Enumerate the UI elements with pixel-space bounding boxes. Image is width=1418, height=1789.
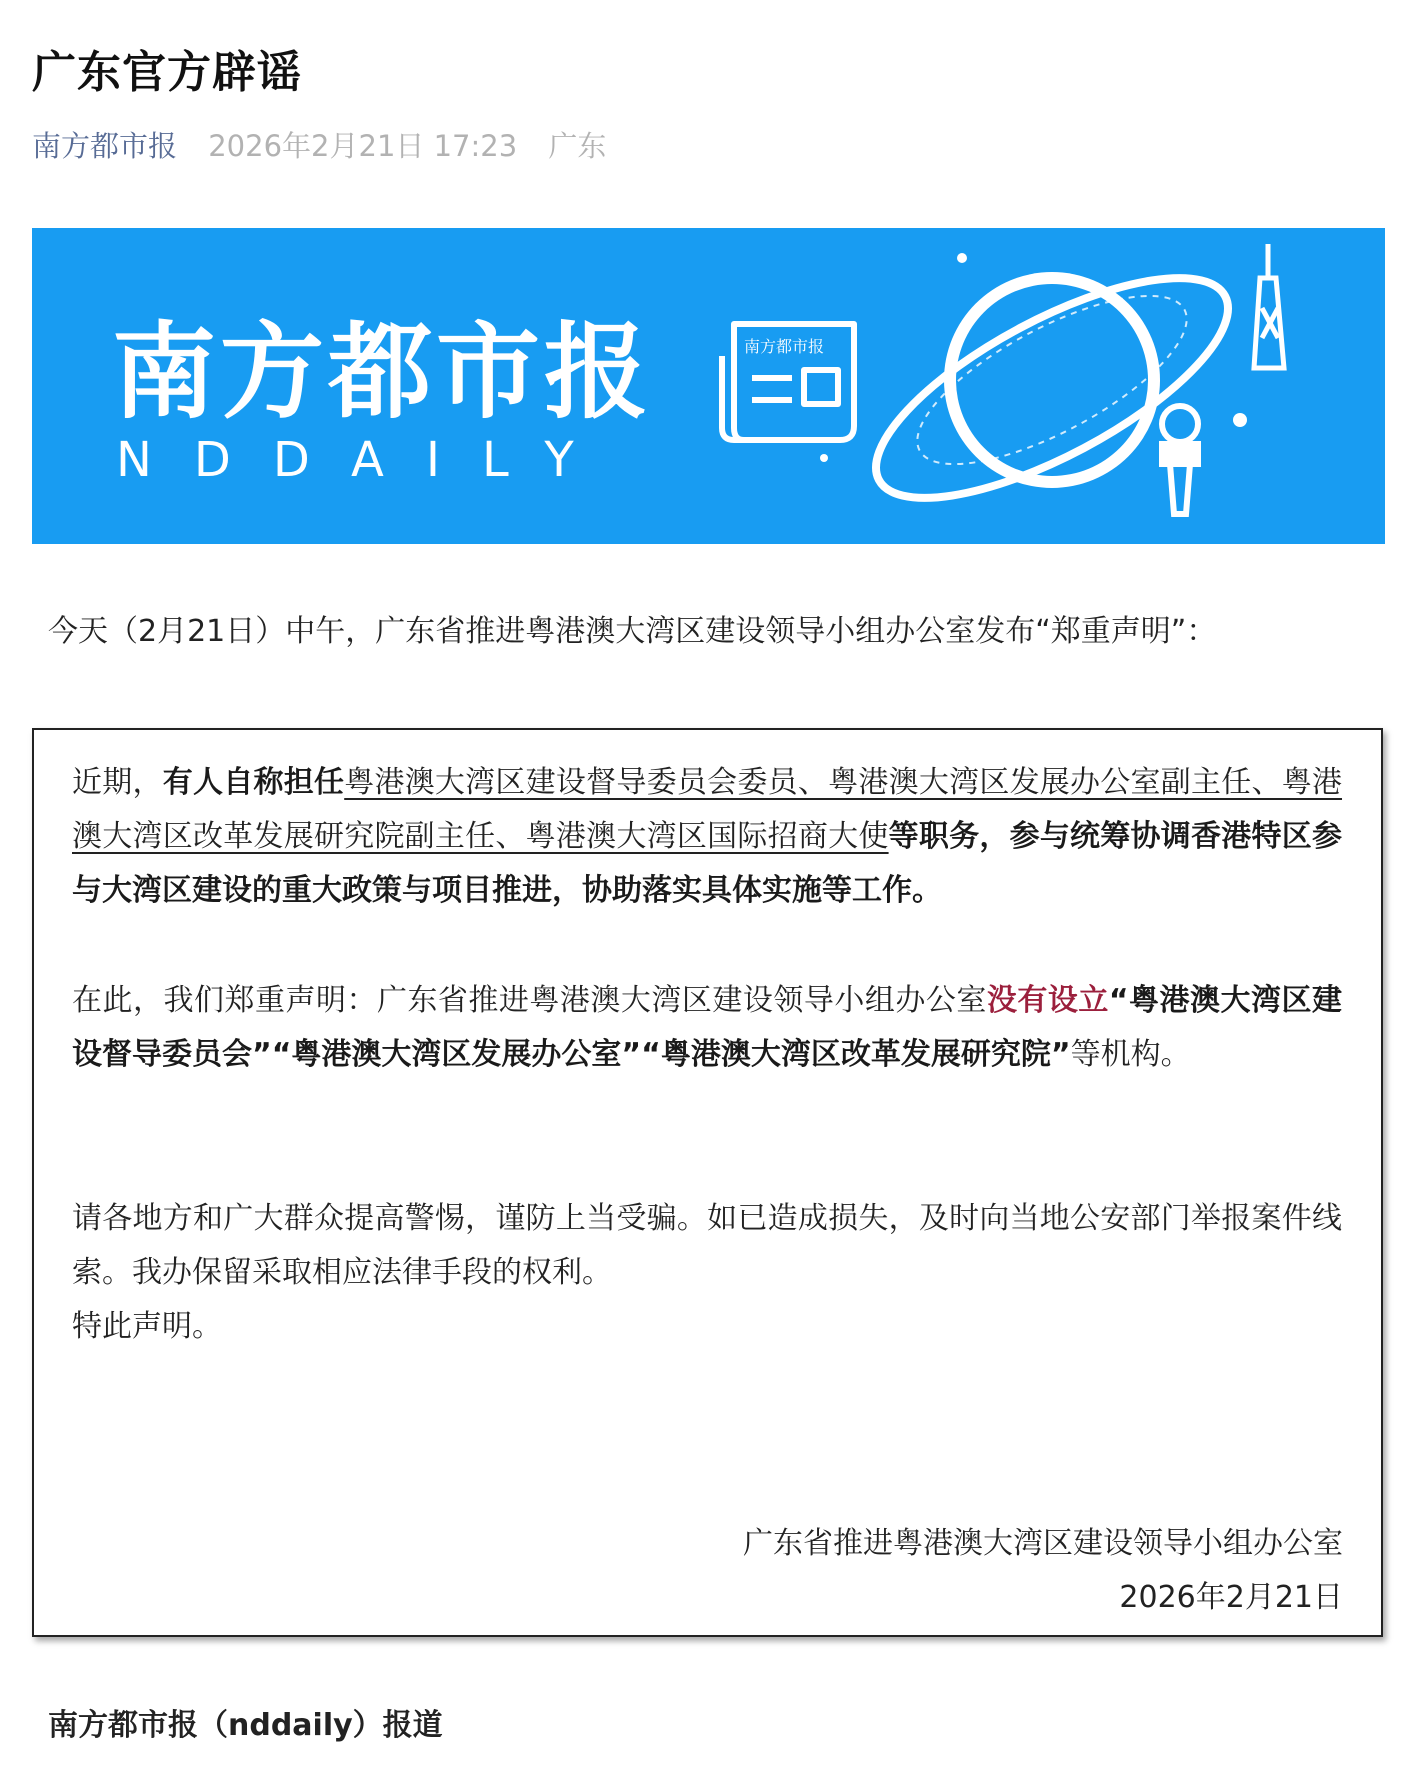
p1-underlined-titles: 粤港澳大湾区建设督导委员会委员、粤港澳大湾区发展办公室副主任、粤港澳大湾区改革发展研究院副主任、粤港澳大湾区国际招商大使 [72, 765, 1343, 854]
intro-paragraph: 今天（2月21日）中午，广东省推进粤港澳大湾区建设领导小组办公室发布“郑重声明”： [48, 614, 1217, 649]
p2-bold: “粤港澳大湾区建设督导委员会”“粤港澳大湾区发展办公室”“粤港澳大湾区改革发展研究院” [72, 983, 1343, 1072]
nddaily-banner [32, 228, 1385, 544]
canton-tower-icon [1254, 244, 1284, 368]
article-title: 广东官方辟谣 [32, 47, 302, 98]
p1-bold-end: 等职务，参与统筹协调香港特区参与大湾区建设的重大政策与项目推进，协助落实具体实施等工作。 [72, 819, 1343, 908]
signature-date: 2026年2月21日 [1119, 1580, 1343, 1615]
publish-date: 2026年2月21日 17:23 [208, 129, 518, 163]
p2-highlight: 没有设立 [986, 983, 1109, 1018]
statement-paragraph-3: 请各地方和广大群众提高警惕，谨防上当受骗。如已造成损失，及时向当地公安部门举报案件线索。我办保留采取相应法律手段的权利。 [72, 1201, 1342, 1290]
p1-bold: 有人自称担任 [162, 765, 345, 800]
planet-icon [820, 236, 1257, 540]
report-credit: 南方都市报（nddaily）报道 [48, 1708, 443, 1743]
article-meta [32, 124, 606, 165]
newspaper-label: 南方都市报 [744, 337, 825, 356]
p2-start: 在此，我们郑重声明：广东省推进粤港澳大湾区建设领导小组办公室 [72, 983, 987, 1018]
microphone-icon [1162, 406, 1198, 514]
statement-paragraph-4: 特此声明。 [72, 1309, 222, 1344]
p2-end: 等机构。 [1070, 1037, 1191, 1072]
statement-paragraph-2 [72, 974, 1342, 1082]
banner-name-en: NDDAILY [116, 432, 616, 488]
source-link[interactable]: 南方都市报 [32, 129, 178, 163]
statement-box [32, 728, 1383, 1637]
statement-paragraph-1 [72, 756, 1342, 918]
signature-org: 广东省推进粤港澳大湾区建设领导小组办公室 [743, 1526, 1343, 1561]
publish-location: 广东 [548, 129, 607, 163]
p1-start: 近期， [72, 765, 163, 800]
banner-name-cn: 南方都市报 [112, 311, 653, 433]
